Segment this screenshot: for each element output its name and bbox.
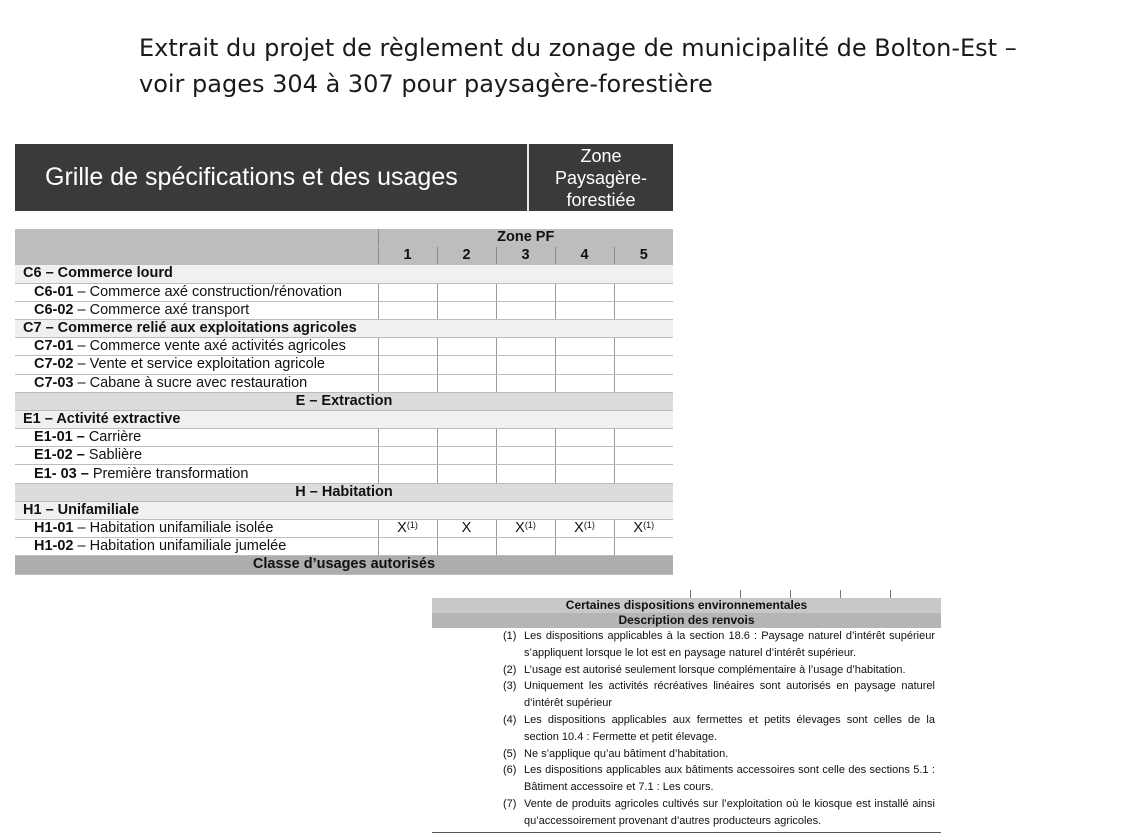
- note-text: Les dispositions applicables aux bâtiments accessoires sont celle des sections 5.1 : Bâtiment accessoire et 7.1 : Les cours.: [524, 764, 935, 794]
- usage-cell: [614, 447, 673, 465]
- grid-title: Grille de spécifications et des usages: [15, 144, 529, 211]
- category-fill-cell: [378, 501, 437, 519]
- usage-cell: [614, 465, 673, 483]
- zone-title-line-1: Zone: [580, 145, 622, 166]
- category-row: [15, 319, 673, 337]
- usage-cell: [555, 374, 614, 392]
- notes-header-references: Description des renvois: [432, 613, 941, 628]
- usage-reference: (1): [643, 520, 655, 531]
- zone-title-line-3: forestiée: [566, 189, 636, 210]
- category-fill-cell: [496, 265, 555, 283]
- usage-description: – Cabane à sucre avec restauration: [73, 374, 308, 391]
- category-fill-cell: [496, 319, 555, 337]
- usage-cell: [555, 465, 614, 483]
- usage-label: [15, 374, 378, 392]
- usage-code: E1- 03 –: [34, 465, 89, 482]
- usage-cell: [378, 301, 437, 319]
- usage-row: [15, 374, 673, 392]
- usage-cell: [555, 356, 614, 374]
- usage-label: [15, 538, 378, 556]
- grid-header-empty: [15, 229, 378, 247]
- usage-code: H1-01: [34, 520, 74, 537]
- cropped-grid-ticks: [690, 590, 930, 598]
- page-heading: [139, 30, 1099, 102]
- usage-row: [15, 301, 673, 319]
- usage-cell: [437, 465, 496, 483]
- usage-description: Sablière: [84, 447, 143, 464]
- usage-label: [15, 338, 378, 356]
- usage-cell: [437, 356, 496, 374]
- usage-cell: [555, 338, 614, 356]
- usage-row: [15, 465, 673, 483]
- usage-code: C7-01: [34, 338, 74, 355]
- grid-footer-row: [15, 556, 673, 574]
- category-fill-cell: [614, 319, 673, 337]
- usage-description: – Habitation unifamiliale jumelée: [73, 538, 287, 555]
- note-text: Uniquement les activités récréatives linéaires sont autorisés en paysage naturel d’intérêt supérieur: [524, 680, 935, 710]
- specification-grid: [15, 229, 673, 575]
- usage-code: H1-02: [34, 538, 74, 555]
- category-row: [15, 265, 673, 283]
- usage-label: [15, 356, 378, 374]
- usage-description: – Habitation unifamiliale isolée: [73, 520, 274, 537]
- column-header-3: 3: [496, 247, 555, 265]
- category-fill-cell: [555, 501, 614, 519]
- usage-cell: [496, 520, 555, 538]
- usage-cell: [378, 447, 437, 465]
- zone-title-line-2: Paysagère-: [554, 167, 648, 188]
- category-fill-cell: [378, 410, 437, 428]
- column-header-4: 4: [555, 247, 614, 265]
- heading-line-2: voir pages 304 à 307 pour paysagère-forestière: [139, 70, 713, 98]
- usage-row: [15, 356, 673, 374]
- note-item: [432, 678, 941, 712]
- usage-cell: [614, 301, 673, 319]
- category-fill-cell: [496, 410, 555, 428]
- category-fill-cell: [555, 319, 614, 337]
- usage-code: C7-02: [34, 356, 74, 373]
- usage-label: [15, 301, 378, 319]
- category-fill-cell: [614, 501, 673, 519]
- note-item: [432, 746, 941, 763]
- usage-cell: [614, 374, 673, 392]
- usage-cell: [378, 520, 437, 538]
- section-label: H – Habitation: [15, 483, 673, 501]
- grid-header-empty: [15, 247, 378, 265]
- usage-cell: [437, 338, 496, 356]
- category-fill-cell: [614, 410, 673, 428]
- usage-cell: [496, 374, 555, 392]
- usage-cell: [555, 538, 614, 556]
- usage-mark: X: [461, 520, 472, 537]
- category-label: H1 – Unifamiliale: [15, 501, 378, 519]
- category-fill-cell: [378, 265, 437, 283]
- note-text: Les dispositions applicables aux fermettes et petits élevages sont celles de la section 10.4 : Fermette et petit élevage.: [524, 713, 935, 743]
- usage-cell: [378, 538, 437, 556]
- category-fill-cell: [437, 319, 496, 337]
- usage-cell: [378, 338, 437, 356]
- category-fill-cell: [437, 410, 496, 428]
- usage-description: – Commerce vente axé activités agricoles: [73, 338, 346, 355]
- usage-description: Première transformation: [88, 465, 249, 482]
- section-label: E – Extraction: [15, 392, 673, 410]
- usage-label: [15, 283, 378, 301]
- usage-code: C7-03: [34, 374, 74, 391]
- usage-reference: (1): [524, 520, 536, 531]
- usage-cell: [555, 283, 614, 301]
- usage-cell: [437, 301, 496, 319]
- note-item: [432, 712, 941, 746]
- note-number: (5): [503, 747, 517, 760]
- usage-cell: [437, 429, 496, 447]
- grid-banner: [15, 144, 673, 211]
- note-item: [432, 628, 941, 662]
- usage-description: – Vente et service exploitation agricole: [73, 356, 325, 373]
- usage-cell: [496, 538, 555, 556]
- usage-description: Carrière: [84, 429, 142, 446]
- usage-row: [15, 538, 673, 556]
- grid-header-columns-row: [15, 247, 673, 265]
- usage-label: [15, 447, 378, 465]
- usage-cell: [437, 447, 496, 465]
- note-item: [432, 762, 941, 796]
- usage-cell: [378, 356, 437, 374]
- usage-cell: [437, 283, 496, 301]
- usage-row: [15, 429, 673, 447]
- zone-title: [529, 144, 673, 211]
- note-number: (3): [503, 680, 517, 693]
- usage-cell: [437, 520, 496, 538]
- usage-mark: X: [574, 520, 584, 537]
- usage-cell: [555, 429, 614, 447]
- section-row: [15, 392, 673, 410]
- usage-cell: [496, 447, 555, 465]
- usage-cell: [496, 283, 555, 301]
- usage-cell: [614, 520, 673, 538]
- category-fill-cell: [555, 265, 614, 283]
- usage-cell: [437, 538, 496, 556]
- note-text: Vente de produits agricoles cultivés sur l’exploitation où le kiosque est installé ainsi qu’accessoirement provenant d’autres producteurs agricoles.: [524, 797, 935, 827]
- usage-cell: [555, 520, 614, 538]
- column-header-5: 5: [614, 247, 673, 265]
- note-number: (7): [503, 797, 517, 810]
- heading-line-1: Extrait du projet de règlement du zonage de municipalité de Bolton-Est –: [139, 34, 1017, 62]
- zone-pf-header: Zone PF: [378, 229, 673, 247]
- usage-cell: [496, 429, 555, 447]
- note-text: L’usage est autorisé seulement lorsque complémentaire à l’usage d’habitation.: [524, 663, 906, 676]
- usage-cell: [614, 338, 673, 356]
- grid-footer-label: Classe d’usages autorisés: [15, 556, 673, 574]
- notes-divider: [432, 832, 941, 833]
- note-number: (6): [503, 764, 517, 777]
- usage-cell: [496, 465, 555, 483]
- usage-cell: [614, 283, 673, 301]
- category-label: C7 – Commerce relié aux exploitations agricoles: [15, 319, 378, 337]
- usage-label: [15, 465, 378, 483]
- note-number: (4): [503, 713, 517, 726]
- grid-header-zone-row: [15, 229, 673, 247]
- usage-cell: [496, 301, 555, 319]
- usage-cell: [555, 447, 614, 465]
- usage-code: C6-01: [34, 283, 74, 300]
- usage-cell: [496, 338, 555, 356]
- usage-cell: [378, 283, 437, 301]
- usage-cell: [378, 429, 437, 447]
- usage-reference: (1): [583, 520, 595, 531]
- notes-header-environment: Certaines dispositions environnementales: [432, 598, 941, 613]
- usage-row: [15, 520, 673, 538]
- usage-code: C6-02: [34, 301, 74, 318]
- usage-mark: X: [397, 520, 407, 537]
- category-fill-cell: [437, 265, 496, 283]
- note-item: [432, 796, 941, 830]
- usage-code: E1-02 –: [34, 447, 85, 464]
- note-item: [432, 662, 941, 679]
- usage-label: [15, 520, 378, 538]
- category-fill-cell: [437, 501, 496, 519]
- note-number: (1): [503, 630, 517, 642]
- note-number: (2): [503, 663, 517, 676]
- column-header-1: 1: [378, 247, 437, 265]
- usage-description: – Commerce axé transport: [73, 301, 250, 318]
- usage-row: [15, 447, 673, 465]
- category-fill-cell: [555, 410, 614, 428]
- note-text: Ne s’applique qu’au bâtiment d’habitation.: [524, 747, 729, 760]
- category-label: E1 – Activité extractive: [15, 410, 378, 428]
- section-row: [15, 483, 673, 501]
- category-fill-cell: [496, 501, 555, 519]
- usage-mark: X: [633, 520, 644, 537]
- category-fill-cell: [614, 265, 673, 283]
- usage-code: E1-01 –: [34, 429, 85, 446]
- usage-cell: [437, 374, 496, 392]
- usage-cell: [378, 374, 437, 392]
- usage-cell: [614, 538, 673, 556]
- usage-description: – Commerce axé construction/rénovation: [73, 283, 342, 300]
- usage-cell: [614, 356, 673, 374]
- notes-list: [432, 628, 941, 830]
- usage-cell: [614, 429, 673, 447]
- usage-mark: X: [515, 520, 525, 537]
- category-row: [15, 501, 673, 519]
- usage-cell: [496, 356, 555, 374]
- usage-label: [15, 429, 378, 447]
- usage-reference: (1): [406, 520, 418, 531]
- category-fill-cell: [378, 319, 437, 337]
- usage-cell: [378, 465, 437, 483]
- note-text: Les dispositions applicables à la section 18.6 : Paysage naturel d’intérêt supérieur s’appliquent lorsque le lot est en paysage naturel d’intérêt supérieur.: [524, 630, 935, 659]
- usage-row: [15, 283, 673, 301]
- notes-panel: [432, 598, 941, 833]
- usage-cell: [555, 301, 614, 319]
- category-label: C6 – Commerce lourd: [15, 265, 378, 283]
- usage-row: [15, 338, 673, 356]
- column-header-2: 2: [437, 247, 496, 265]
- category-row: [15, 410, 673, 428]
